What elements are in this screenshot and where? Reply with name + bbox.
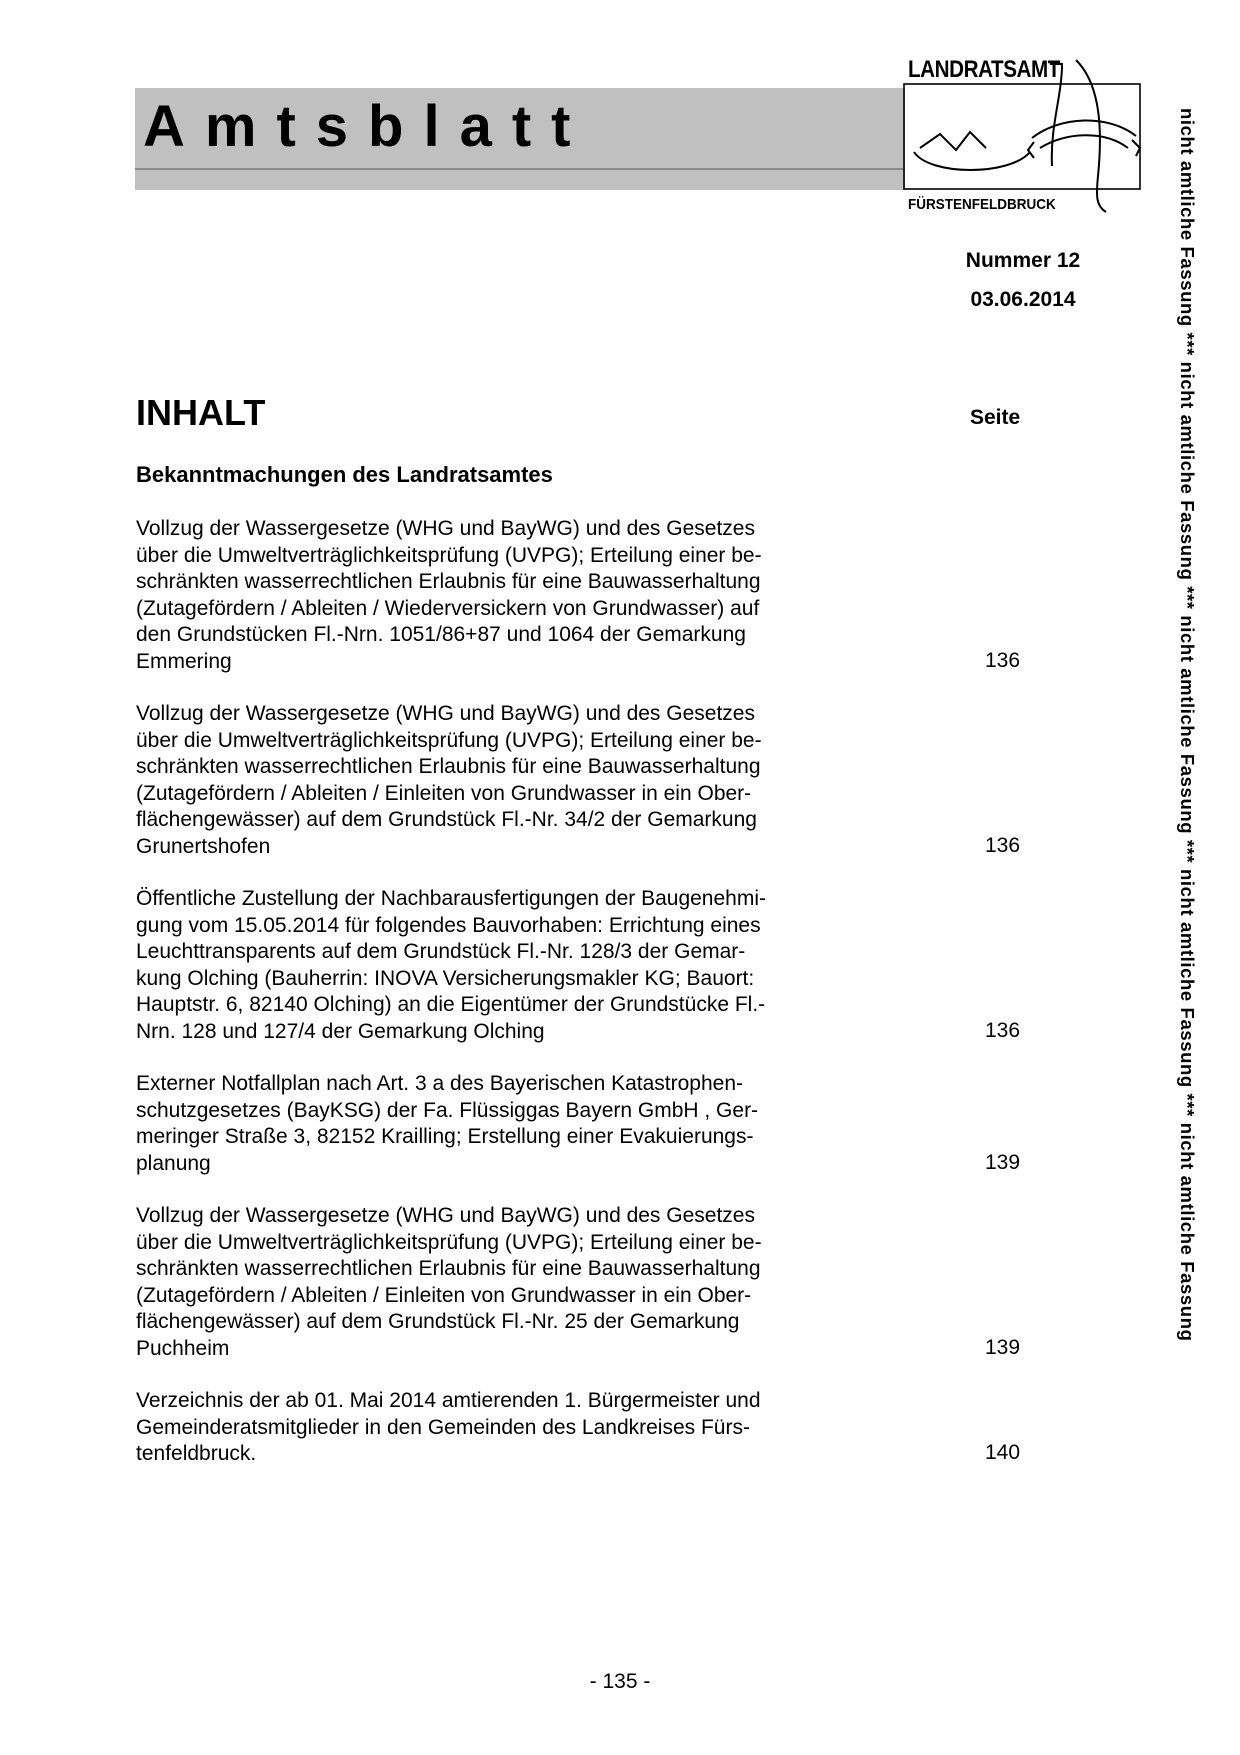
toc-entry-line: (Zutagefördern / Ableiten / Einleiten von Grundwasser in ein Ober- — [136, 1283, 752, 1307]
toc-entry — [136, 1203, 836, 1362]
toc-entry — [136, 516, 836, 675]
toc-entry — [136, 1388, 836, 1468]
logo-label-top: LANDRATSAMT — [908, 56, 1060, 83]
toc-entry-line: über die Umweltverträglichkeitsprüfung (UVPG); Erteilung einer be- — [136, 728, 762, 752]
toc-entry-line: Grunertshofen — [136, 834, 271, 858]
toc-entry-line: (Zutagefördern / Ableiten / Einleiten von Grundwasser in ein Ober- — [136, 781, 752, 805]
toc-entry-line: den Grundstücken Fl.-Nrn. 1051/86+87 und 1064 der Gemarkung — [136, 623, 746, 646]
banner-divider — [135, 168, 905, 170]
toc-entry-page: 140 — [985, 1441, 1021, 1464]
toc-entry-line: Verzeichnis der ab 01. Mai 2014 amtierenden 1. Bürgermeister und — [136, 1389, 761, 1412]
toc-entry-line: Emmering — [136, 649, 232, 673]
toc-entry-line: schränkten wasserrechtlichen Erlaubnis für eine Bauwasserhaltung — [136, 755, 761, 778]
toc-entry-line: Öffentliche Zustellung der Nachbarausfertigungen der Baugenehmi- — [136, 887, 766, 910]
page-number: - 135 - — [589, 1670, 651, 1693]
toc-entry-line: planung — [136, 1151, 211, 1175]
toc-entry-page: 136 — [985, 1019, 1021, 1042]
toc-entry-line: Vollzug der Wassergesetze (WHG und BayWG) und des Gesetzes — [136, 1204, 755, 1227]
toc-entry — [136, 886, 836, 1045]
toc-entry-line: schränkten wasserrechtlichen Erlaubnis für eine Bauwasserhaltung — [136, 1257, 761, 1280]
toc-entry-line: gung vom 15.05.2014 für folgendes Bauvorhaben: Errichtung eines — [136, 913, 761, 937]
page-title: Amtsblatt — [143, 94, 591, 159]
toc-entry-line: Puchheim — [136, 1336, 230, 1360]
toc-entry-page: 136 — [985, 834, 1021, 857]
logo-label-bottom: FÜRSTENFELDBRUCK — [908, 196, 1056, 213]
toc-entry-line: Vollzug der Wassergesetze (WHG und BayWG) und des Gesetzes — [136, 702, 755, 725]
toc-entry-line: über die Umweltverträglichkeitsprüfung (UVPG); Erteilung einer be- — [136, 543, 762, 567]
issue-date: 03.06.2014 — [970, 288, 1076, 311]
toc-entry-line: meringer Straße 3, 82152 Krailling; Erstellung einer Evakuierungs- — [136, 1125, 754, 1148]
toc-entry-line: (Zutagefördern / Ableiten / Wiederversickern von Grundwasser) auf — [136, 596, 760, 620]
page-column-label: Seite — [970, 406, 1021, 429]
toc-entry-line: Externer Notfallplan nach Art. 3 a des Bayerischen Katastrophen- — [136, 1072, 744, 1095]
toc-entry-line: flächengewässer) auf dem Grundstück Fl.-Nr. 34/2 der Gemarkung — [136, 808, 757, 831]
toc-entry-page: 139 — [985, 1151, 1021, 1174]
toc-entry-page: 139 — [985, 1336, 1021, 1359]
toc-entry-line: flächengewässer) auf dem Grundstück Fl.-Nr. 25 der Gemarkung — [136, 1310, 740, 1333]
toc-entry-line: schutzgesetzes (BayKSG) der Fa. Flüssiggas Bayern GmbH , Ger- — [136, 1098, 759, 1122]
toc-entry-line: über die Umweltverträglichkeitsprüfung (UVPG); Erteilung einer be- — [136, 1230, 762, 1254]
toc-entry-line: tenfeldbruck. — [136, 1442, 257, 1465]
toc-entry-page: 136 — [985, 649, 1021, 672]
toc-entry-line: Vollzug der Wassergesetze (WHG und BayWG) und des Gesetzes — [136, 517, 755, 540]
toc-entry-line: Hauptstr. 6, 82140 Olching) an die Eigentümer der Grundstücke Fl.- — [136, 993, 766, 1016]
side-watermark-text: nicht amtliche Fassung *** nicht amtliche Fassung *** nicht amtliche Fassung *** nicht amtliche Fassung *** nicht amtliche Fassung — [1177, 108, 1198, 1342]
issue-number: Nummer 12 — [965, 249, 1081, 272]
section-title: Bekanntmachungen des Landratsamtes — [136, 462, 553, 487]
toc-entry-line: Leuchttransparents auf dem Grundstück Fl.-Nr. 128/3 der Gemar- — [136, 940, 746, 963]
toc-entry-line: Nrn. 128 und 127/4 der Gemarkung Olching — [136, 1019, 545, 1043]
toc-entry-line: kung Olching (Bauherrin: INOVA Versicherungsmakler KG; Bauort: — [136, 966, 755, 990]
toc-entry-line: Gemeinderatsmitglieder in den Gemeinden des Landkreises Fürs- — [136, 1415, 750, 1439]
toc-entry — [136, 701, 836, 860]
toc-heading: INHALT — [136, 392, 266, 433]
toc-entry — [136, 1071, 836, 1177]
toc-entry-line: schränkten wasserrechtlichen Erlaubnis für eine Bauwasserhaltung — [136, 570, 761, 593]
